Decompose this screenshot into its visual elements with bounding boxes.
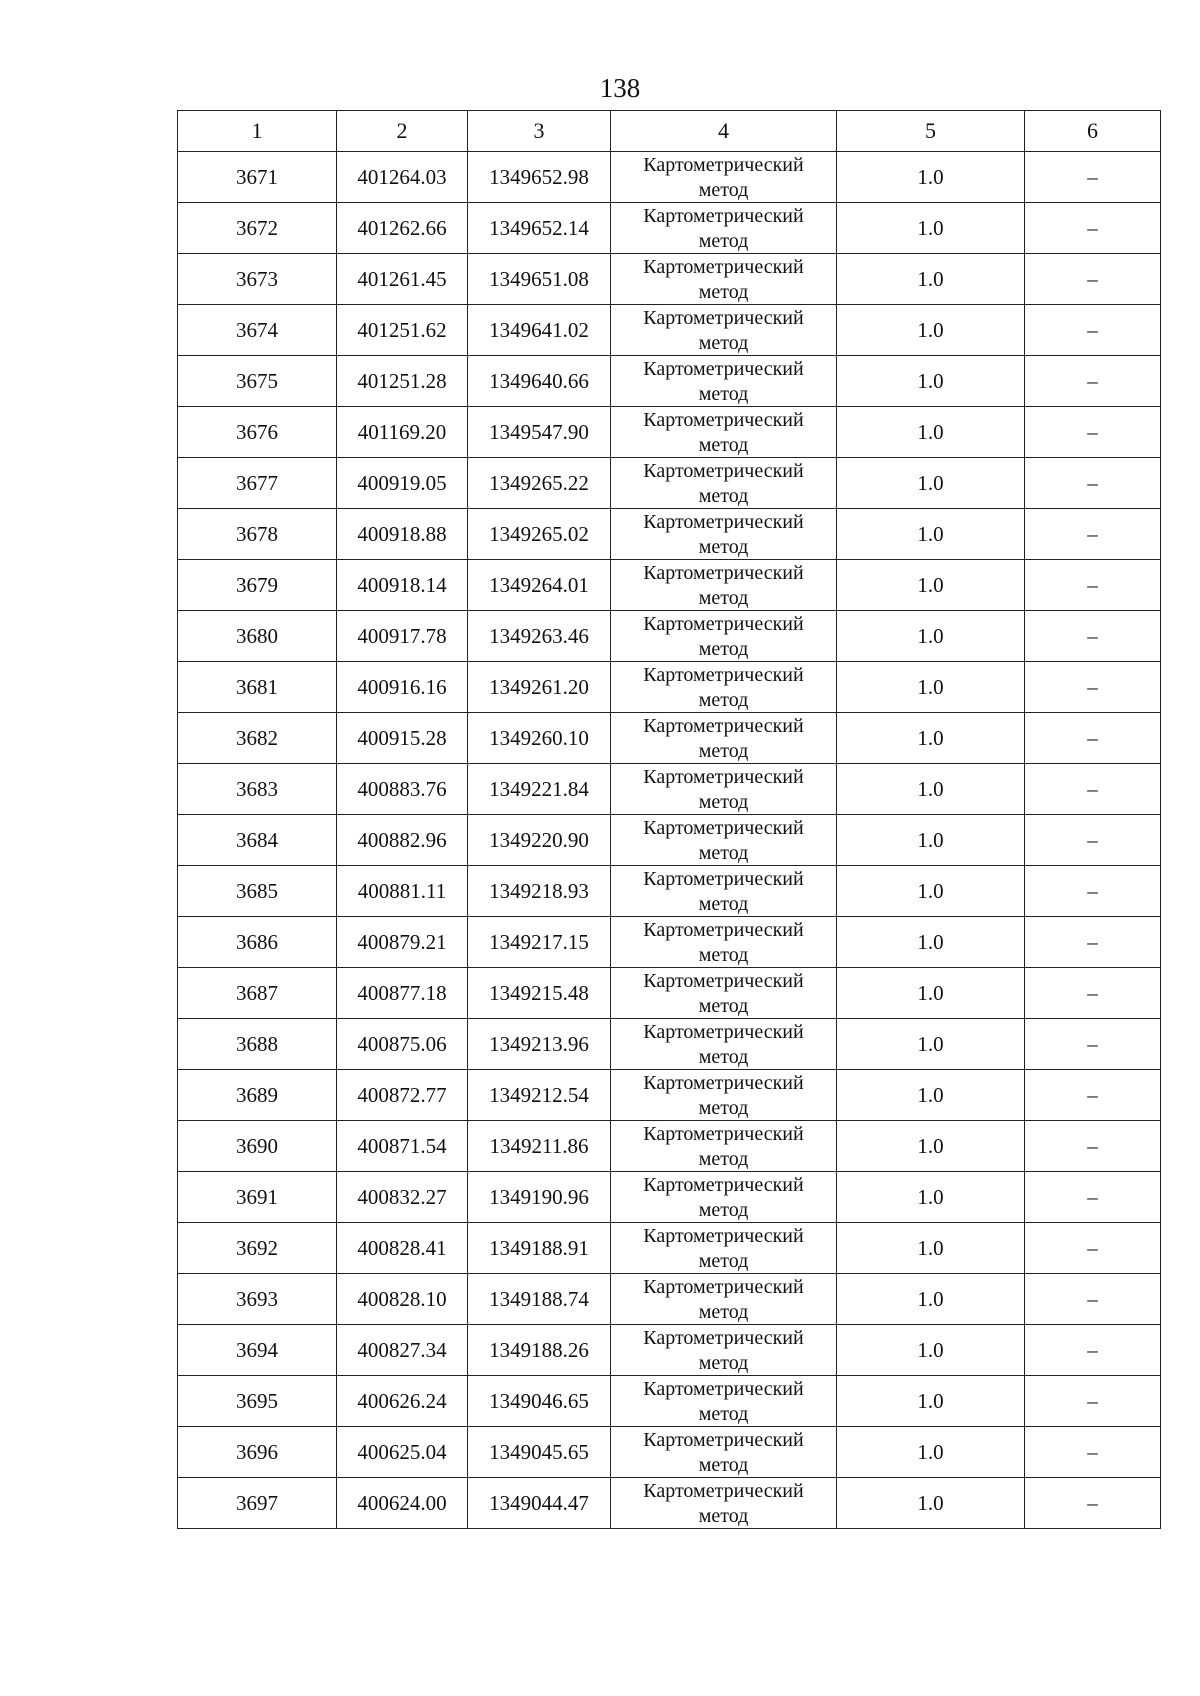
method-cell — [611, 152, 837, 203]
method-cell — [611, 815, 837, 866]
x-coordinate-cell: 400625.04 — [337, 1427, 468, 1478]
accuracy-cell: 1.0 — [837, 560, 1025, 611]
accuracy-cell: 1.0 — [837, 1478, 1025, 1529]
y-coordinate-cell: 1349211.86 — [468, 1121, 611, 1172]
accuracy-cell: 1.0 — [837, 815, 1025, 866]
point-number-cell: 3695 — [178, 1376, 337, 1427]
point-number-cell: 3680 — [178, 611, 337, 662]
method-line-1: Картометрический — [643, 664, 804, 686]
method-cell — [611, 305, 837, 356]
method-line-2: метод — [698, 332, 749, 354]
point-number-cell: 3681 — [178, 662, 337, 713]
y-coordinate-cell: 1349641.02 — [468, 305, 611, 356]
method-line-1: Картометрический — [643, 766, 804, 788]
method-line-1: Картометрический — [643, 817, 804, 839]
accuracy-cell: 1.0 — [837, 866, 1025, 917]
y-coordinate-cell: 1349217.15 — [468, 917, 611, 968]
note-cell: – — [1025, 662, 1161, 713]
note-cell: – — [1025, 407, 1161, 458]
note-cell: – — [1025, 1223, 1161, 1274]
table-row — [178, 458, 1161, 509]
accuracy-cell: 1.0 — [837, 458, 1025, 509]
accuracy-cell: 1.0 — [837, 356, 1025, 407]
y-coordinate-cell: 1349188.26 — [468, 1325, 611, 1376]
note-cell: – — [1025, 611, 1161, 662]
method-line-2: метод — [698, 1505, 749, 1527]
note-cell: – — [1025, 764, 1161, 815]
method-line-1: Картометрический — [643, 1327, 804, 1349]
method-line-2: метод — [698, 1352, 749, 1374]
method-cell — [611, 407, 837, 458]
table-row — [178, 560, 1161, 611]
accuracy-cell: 1.0 — [837, 968, 1025, 1019]
y-coordinate-cell: 1349261.20 — [468, 662, 611, 713]
method-cell — [611, 1325, 837, 1376]
method-line-2: метод — [698, 944, 749, 966]
table-body — [178, 152, 1161, 1529]
table-row — [178, 509, 1161, 560]
point-number-cell: 3696 — [178, 1427, 337, 1478]
y-coordinate-cell: 1349265.02 — [468, 509, 611, 560]
method-cell — [611, 1427, 837, 1478]
accuracy-cell: 1.0 — [837, 1121, 1025, 1172]
method-line-1: Картометрический — [643, 460, 804, 482]
column-header-3: 3 — [468, 111, 611, 152]
y-coordinate-cell: 1349212.54 — [468, 1070, 611, 1121]
x-coordinate-cell: 400918.88 — [337, 509, 468, 560]
table-row — [178, 713, 1161, 764]
method-line-1: Картометрический — [643, 1072, 804, 1094]
accuracy-cell: 1.0 — [837, 152, 1025, 203]
method-cell — [611, 1376, 837, 1427]
method-line-1: Картометрический — [643, 1021, 804, 1043]
page-number: 138 — [599, 73, 641, 103]
x-coordinate-cell: 400915.28 — [337, 713, 468, 764]
method-line-1: Картометрический — [643, 1276, 804, 1298]
x-coordinate-cell: 400624.00 — [337, 1478, 468, 1529]
method-cell — [611, 611, 837, 662]
column-header-5: 5 — [837, 111, 1025, 152]
note-cell: – — [1025, 1070, 1161, 1121]
point-number-cell: 3676 — [178, 407, 337, 458]
x-coordinate-cell: 401251.62 — [337, 305, 468, 356]
x-coordinate-cell: 401261.45 — [337, 254, 468, 305]
method-cell — [611, 509, 837, 560]
accuracy-cell: 1.0 — [837, 1172, 1025, 1223]
method-line-1: Картометрический — [643, 613, 804, 635]
note-cell: – — [1025, 1325, 1161, 1376]
accuracy-cell: 1.0 — [837, 254, 1025, 305]
table-row — [178, 611, 1161, 662]
method-cell — [611, 356, 837, 407]
table-row — [178, 764, 1161, 815]
method-line-1: Картометрический — [643, 409, 804, 431]
y-coordinate-cell: 1349190.96 — [468, 1172, 611, 1223]
note-cell: – — [1025, 152, 1161, 203]
point-number-cell: 3686 — [178, 917, 337, 968]
y-coordinate-cell: 1349263.46 — [468, 611, 611, 662]
x-coordinate-cell: 400882.96 — [337, 815, 468, 866]
method-line-2: метод — [698, 1301, 749, 1323]
column-header-6: 6 — [1025, 111, 1161, 152]
column-header-2: 2 — [337, 111, 468, 152]
method-line-1: Картометрический — [643, 919, 804, 941]
method-line-2: метод — [698, 689, 749, 711]
method-line-2: метод — [698, 383, 749, 405]
method-line-1: Картометрический — [643, 511, 804, 533]
method-line-2: метод — [698, 179, 749, 201]
note-cell: – — [1025, 509, 1161, 560]
method-line-1: Картометрический — [643, 1225, 804, 1247]
method-line-1: Картометрический — [643, 715, 804, 737]
method-cell — [611, 1121, 837, 1172]
point-number-cell: 3674 — [178, 305, 337, 356]
point-number-cell: 3685 — [178, 866, 337, 917]
coordinates-table — [177, 110, 1161, 1529]
x-coordinate-cell: 401251.28 — [337, 356, 468, 407]
point-number-cell: 3692 — [178, 1223, 337, 1274]
point-number-cell: 3697 — [178, 1478, 337, 1529]
point-number-cell: 3677 — [178, 458, 337, 509]
note-cell: – — [1025, 713, 1161, 764]
method-line-1: Картометрический — [643, 970, 804, 992]
accuracy-cell: 1.0 — [837, 1019, 1025, 1070]
x-coordinate-cell: 400919.05 — [337, 458, 468, 509]
x-coordinate-cell: 400872.77 — [337, 1070, 468, 1121]
method-line-1: Картометрический — [643, 256, 804, 278]
y-coordinate-cell: 1349651.08 — [468, 254, 611, 305]
note-cell: – — [1025, 356, 1161, 407]
table-header-row — [178, 111, 1161, 152]
accuracy-cell: 1.0 — [837, 1274, 1025, 1325]
y-coordinate-cell: 1349221.84 — [468, 764, 611, 815]
table-row — [178, 1172, 1161, 1223]
note-cell: – — [1025, 1121, 1161, 1172]
accuracy-cell: 1.0 — [837, 1376, 1025, 1427]
note-cell: – — [1025, 560, 1161, 611]
point-number-cell: 3683 — [178, 764, 337, 815]
method-line-1: Картометрический — [643, 1123, 804, 1145]
method-cell — [611, 764, 837, 815]
y-coordinate-cell: 1349547.90 — [468, 407, 611, 458]
point-number-cell: 3678 — [178, 509, 337, 560]
method-cell — [611, 254, 837, 305]
y-coordinate-cell: 1349640.66 — [468, 356, 611, 407]
accuracy-cell: 1.0 — [837, 1070, 1025, 1121]
table-row — [178, 1070, 1161, 1121]
column-header-1: 1 — [178, 111, 337, 152]
point-number-cell: 3682 — [178, 713, 337, 764]
note-cell: – — [1025, 305, 1161, 356]
point-number-cell: 3671 — [178, 152, 337, 203]
method-cell — [611, 1070, 837, 1121]
point-number-cell: 3691 — [178, 1172, 337, 1223]
note-cell: – — [1025, 1478, 1161, 1529]
table-row — [178, 152, 1161, 203]
note-cell: – — [1025, 815, 1161, 866]
method-cell — [611, 866, 837, 917]
x-coordinate-cell: 400828.10 — [337, 1274, 468, 1325]
y-coordinate-cell: 1349265.22 — [468, 458, 611, 509]
x-coordinate-cell: 400918.14 — [337, 560, 468, 611]
method-line-2: метод — [698, 995, 749, 1017]
y-coordinate-cell: 1349215.48 — [468, 968, 611, 1019]
x-coordinate-cell: 400877.18 — [337, 968, 468, 1019]
table-row — [178, 1223, 1161, 1274]
y-coordinate-cell: 1349652.98 — [468, 152, 611, 203]
note-cell: – — [1025, 1376, 1161, 1427]
method-line-1: Картометрический — [643, 1429, 804, 1451]
table-row — [178, 1274, 1161, 1325]
note-cell: – — [1025, 1274, 1161, 1325]
method-line-2: метод — [698, 740, 749, 762]
method-line-2: метод — [698, 485, 749, 507]
x-coordinate-cell: 400883.76 — [337, 764, 468, 815]
point-number-cell: 3693 — [178, 1274, 337, 1325]
method-line-2: метод — [698, 842, 749, 864]
method-line-2: метод — [698, 230, 749, 252]
method-line-1: Картометрический — [643, 1174, 804, 1196]
table-row — [178, 1376, 1161, 1427]
accuracy-cell: 1.0 — [837, 509, 1025, 560]
table-row — [178, 254, 1161, 305]
table-row — [178, 815, 1161, 866]
y-coordinate-cell: 1349188.74 — [468, 1274, 611, 1325]
method-line-1: Картометрический — [643, 1378, 804, 1400]
table-row — [178, 1478, 1161, 1529]
note-cell: – — [1025, 1172, 1161, 1223]
method-line-1: Картометрический — [643, 205, 804, 227]
method-line-2: метод — [698, 1454, 749, 1476]
x-coordinate-cell: 400917.78 — [337, 611, 468, 662]
point-number-cell: 3689 — [178, 1070, 337, 1121]
x-coordinate-cell: 400832.27 — [337, 1172, 468, 1223]
y-coordinate-cell: 1349260.10 — [468, 713, 611, 764]
method-line-1: Картометрический — [643, 358, 804, 380]
y-coordinate-cell: 1349218.93 — [468, 866, 611, 917]
table-row — [178, 968, 1161, 1019]
method-cell — [611, 917, 837, 968]
point-number-cell: 3694 — [178, 1325, 337, 1376]
note-cell: – — [1025, 917, 1161, 968]
x-coordinate-cell: 401169.20 — [337, 407, 468, 458]
method-line-2: метод — [698, 1046, 749, 1068]
point-number-cell: 3679 — [178, 560, 337, 611]
accuracy-cell: 1.0 — [837, 917, 1025, 968]
y-coordinate-cell: 1349188.91 — [468, 1223, 611, 1274]
note-cell: – — [1025, 458, 1161, 509]
y-coordinate-cell: 1349046.65 — [468, 1376, 611, 1427]
method-line-2: метод — [698, 1403, 749, 1425]
table-row — [178, 1325, 1161, 1376]
method-line-2: метод — [698, 1250, 749, 1272]
method-line-1: Картометрический — [643, 154, 804, 176]
accuracy-cell: 1.0 — [837, 203, 1025, 254]
method-line-2: метод — [698, 536, 749, 558]
method-line-1: Картометрический — [643, 307, 804, 329]
note-cell: – — [1025, 866, 1161, 917]
point-number-cell: 3684 — [178, 815, 337, 866]
x-coordinate-cell: 401264.03 — [337, 152, 468, 203]
table-row — [178, 407, 1161, 458]
accuracy-cell: 1.0 — [837, 1427, 1025, 1478]
table-row — [178, 1019, 1161, 1070]
method-cell — [611, 1478, 837, 1529]
method-line-2: метод — [698, 893, 749, 915]
accuracy-cell: 1.0 — [837, 662, 1025, 713]
x-coordinate-cell: 400879.21 — [337, 917, 468, 968]
table-row — [178, 866, 1161, 917]
table-row — [178, 1427, 1161, 1478]
method-cell — [611, 458, 837, 509]
note-cell: – — [1025, 203, 1161, 254]
method-cell — [611, 713, 837, 764]
x-coordinate-cell: 400828.41 — [337, 1223, 468, 1274]
method-cell — [611, 203, 837, 254]
y-coordinate-cell: 1349220.90 — [468, 815, 611, 866]
x-coordinate-cell: 400626.24 — [337, 1376, 468, 1427]
method-line-1: Картометрический — [643, 562, 804, 584]
table-row — [178, 917, 1161, 968]
method-line-2: метод — [698, 1199, 749, 1221]
method-cell — [611, 968, 837, 1019]
y-coordinate-cell: 1349652.14 — [468, 203, 611, 254]
note-cell: – — [1025, 1019, 1161, 1070]
table-row — [178, 1121, 1161, 1172]
method-line-2: метод — [698, 434, 749, 456]
x-coordinate-cell: 400827.34 — [337, 1325, 468, 1376]
table-row — [178, 662, 1161, 713]
table-row — [178, 305, 1161, 356]
accuracy-cell: 1.0 — [837, 764, 1025, 815]
method-cell — [611, 1274, 837, 1325]
x-coordinate-cell: 400871.54 — [337, 1121, 468, 1172]
note-cell: – — [1025, 1427, 1161, 1478]
point-number-cell: 3687 — [178, 968, 337, 1019]
x-coordinate-cell: 401262.66 — [337, 203, 468, 254]
y-coordinate-cell: 1349213.96 — [468, 1019, 611, 1070]
accuracy-cell: 1.0 — [837, 1223, 1025, 1274]
point-number-cell: 3690 — [178, 1121, 337, 1172]
method-cell — [611, 662, 837, 713]
point-number-cell: 3675 — [178, 356, 337, 407]
column-header-4: 4 — [611, 111, 837, 152]
table-row — [178, 203, 1161, 254]
method-cell — [611, 1223, 837, 1274]
y-coordinate-cell: 1349044.47 — [468, 1478, 611, 1529]
note-cell: – — [1025, 254, 1161, 305]
x-coordinate-cell: 400916.16 — [337, 662, 468, 713]
note-cell: – — [1025, 968, 1161, 1019]
y-coordinate-cell: 1349045.65 — [468, 1427, 611, 1478]
y-coordinate-cell: 1349264.01 — [468, 560, 611, 611]
method-line-2: метод — [698, 791, 749, 813]
method-line-1: Картометрический — [643, 1480, 804, 1502]
table-row — [178, 356, 1161, 407]
point-number-cell: 3673 — [178, 254, 337, 305]
point-number-cell: 3688 — [178, 1019, 337, 1070]
method-cell — [611, 1172, 837, 1223]
method-line-1: Картометрический — [643, 868, 804, 890]
method-line-2: метод — [698, 1097, 749, 1119]
x-coordinate-cell: 400881.11 — [337, 866, 468, 917]
accuracy-cell: 1.0 — [837, 611, 1025, 662]
accuracy-cell: 1.0 — [837, 305, 1025, 356]
method-line-2: метод — [698, 587, 749, 609]
accuracy-cell: 1.0 — [837, 1325, 1025, 1376]
method-line-2: метод — [698, 638, 749, 660]
accuracy-cell: 1.0 — [837, 713, 1025, 764]
point-number-cell: 3672 — [178, 203, 337, 254]
accuracy-cell: 1.0 — [837, 407, 1025, 458]
x-coordinate-cell: 400875.06 — [337, 1019, 468, 1070]
method-line-2: метод — [698, 1148, 749, 1170]
method-cell — [611, 1019, 837, 1070]
method-cell — [611, 560, 837, 611]
method-line-2: метод — [698, 281, 749, 303]
